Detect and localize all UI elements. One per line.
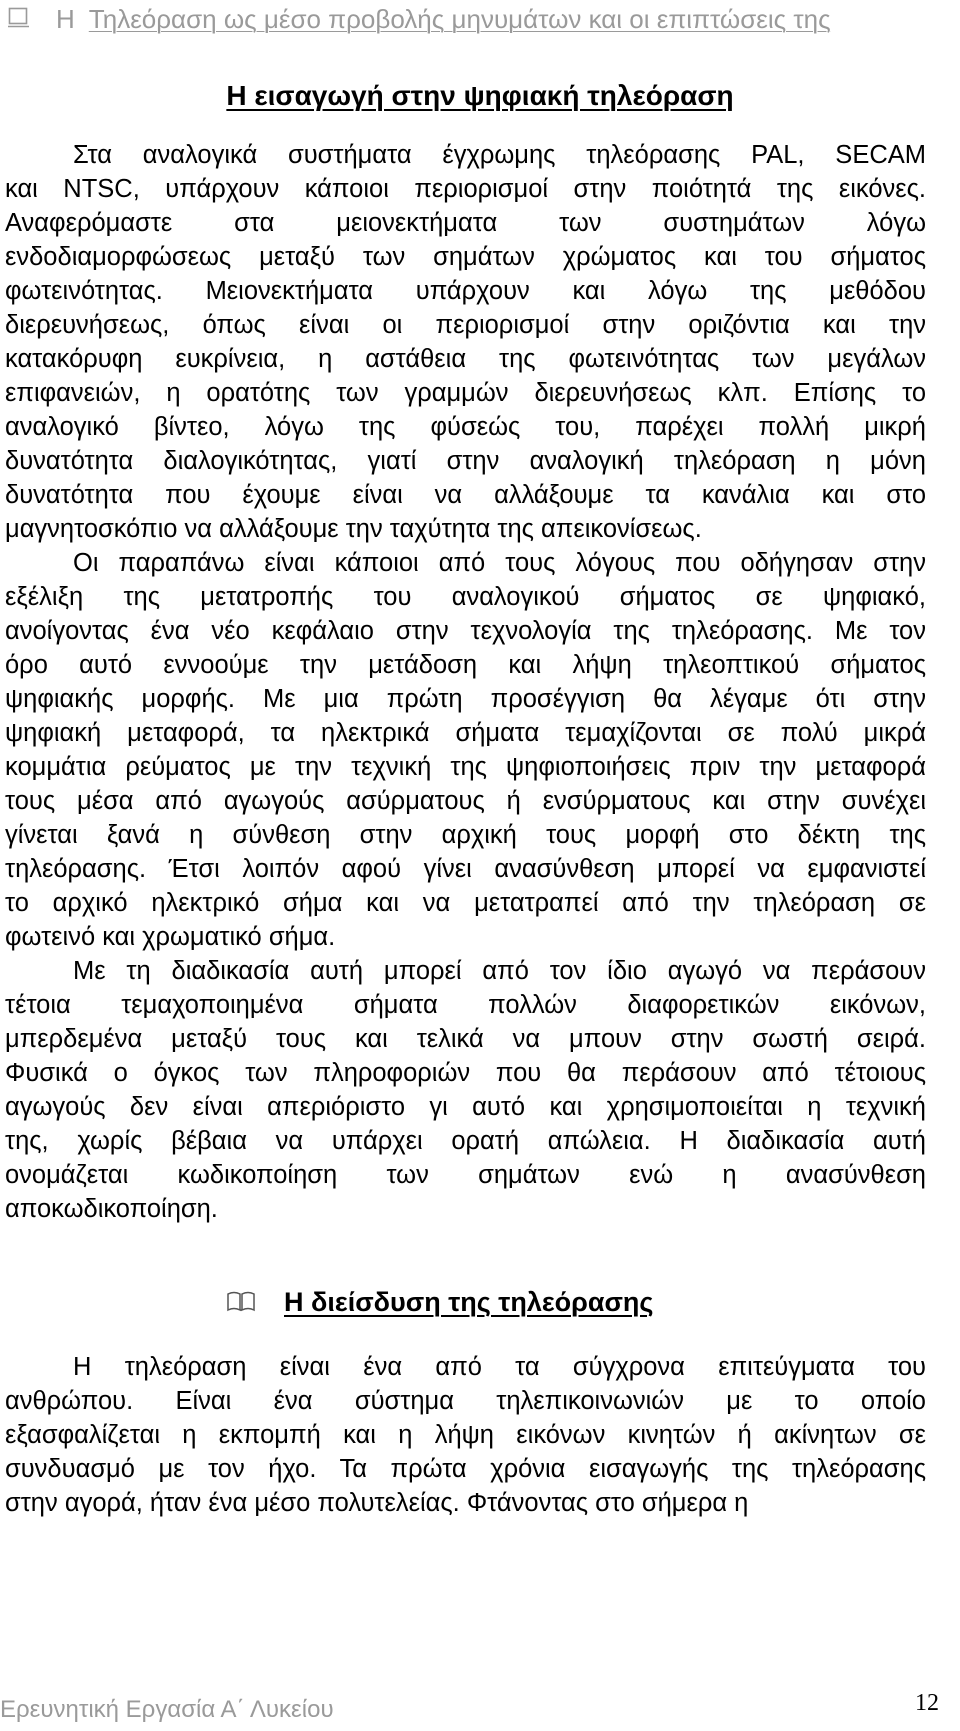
- paragraph-line: εξασφαλίζεται η εκπομπή και η λήψη εικόνων κινητών ή ακίνητων σε: [5, 1421, 926, 1449]
- paragraph-line: δυνατότητα διαλογικότητας, γιατί στην αναλογική τηλεόραση η μόνη: [5, 447, 926, 475]
- paragraph-line: ψηφιακή μεταφορά, τα ηλεκτρικά σήματα τεμαχίζονται σε πολύ μικρά: [5, 719, 926, 747]
- checkbox-icon: [8, 6, 30, 28]
- paragraph-line: τους μέσα από αγωγούς ασύρματους ή ενσύρματους και στην συνέχει: [5, 787, 926, 815]
- paragraph-encoding: [5, 954, 926, 1226]
- paragraph-line: Στα αναλογικά συστήματα έγχρωμης τηλεόρασης PAL, SECAM: [73, 141, 926, 169]
- paragraph-line: αναλογικό βίντεο, λόγω της φύσεώς του, παρέχει πολλή μικρή: [5, 413, 926, 441]
- paragraph-line: Οι παραπάνω είναι κάποιοι από τους λόγους που οδήγησαν στην: [73, 549, 926, 577]
- paragraph: [5, 954, 926, 1226]
- paragraph-line: κομμάτια ρεύματος με την τεχνική της ψηφιοποιήσεις πριν την μεταφορά: [5, 753, 926, 781]
- paragraph-line: το αρχικό ηλεκτρικό σήμα και να μετατραπεί από την τηλεόραση σε: [5, 889, 926, 917]
- paragraph-line: αποκωδικοποίηση.: [5, 1195, 218, 1223]
- header-title[interactable]: Τηλεόραση ως μέσο προβολής μηνυμάτων και οι επιπτώσεις της: [88, 4, 831, 34]
- paragraph-tv-penetration: [5, 1350, 926, 1520]
- paragraph-line: Με τη διαδικασία αυτή μπορεί από τον ίδιο αγωγό να περάσουν: [73, 957, 926, 985]
- paragraph-line: Φυσικά ο όγκος των πληροφοριών που θα περάσουν από τέτοιους: [5, 1059, 926, 1087]
- footer-text: Ερευνητική Εργασία Α΄ Λυκείου: [0, 1696, 334, 1723]
- paragraph-line: επιφανειών, η ορατότης των γραμμών διερευνήσεως κλπ. Επίσης το: [5, 379, 926, 407]
- paragraph-line: φωτεινότητας. Μειονεκτήματα υπάρχουν και λόγω της μεθόδου: [5, 277, 926, 305]
- paragraph: [5, 546, 926, 954]
- paragraph-line: Η τηλεόραση είναι ένα από τα σύγχρονα επιτεύγματα του: [73, 1353, 926, 1381]
- paragraph-line: και NTSC, υπάρχουν κάποιοι περιορισμοί στην ποιότητά της εικόνες.: [5, 175, 926, 203]
- paragraph: [5, 138, 926, 546]
- page-number: 12: [915, 1690, 939, 1716]
- paragraph-line: μαγνητοσκόπιο να αλλάξουμε την ταχύτητα της απεικονίσεως.: [5, 515, 702, 543]
- paragraph-line: αγωγούς δεν είναι απεριόριστο γι αυτό και χρησιμοποιείται η τεχνική: [5, 1093, 926, 1121]
- paragraph-line: εξέλιξη της μετατροπής του αναλογικού σήματος σε ψηφιακό,: [5, 583, 926, 611]
- paragraph-line: κατακόρυφη ευκρίνεια, η αστάθεια της φωτεινότητας των μεγάλων: [5, 345, 926, 373]
- paragraph: [5, 1350, 926, 1520]
- paragraph-line: συνδυασμό με τον ήχο. Τα πρώτα χρόνια εισαγωγής της τηλεόρασης: [5, 1455, 926, 1483]
- paragraph-line: της, χωρίς βέβαια να υπάρχει ορατή απώλεια. Η διαδικασία αυτή: [5, 1127, 926, 1155]
- paragraph-line: ανθρώπου. Είναι ένα σύστημα τηλεπικοινωνιών με το οποίο: [5, 1387, 926, 1415]
- paragraph-line: ανοίγοντας ένα νέο κεφάλαιο στην τεχνολογία της τηλεόρασης. Με τον: [5, 617, 926, 645]
- paragraph-line: γίνεται ξανά η σύνθεση στην αρχική τους μορφή στο δέκτη της: [5, 821, 926, 849]
- paragraph-line: όρο αυτό εννοούμε την μετάδοση και λήψη τηλεοπτικού σήματος: [5, 651, 926, 679]
- section-heading-tv-penetration: Η διείσδυση της τηλεόρασης: [284, 1287, 654, 1317]
- header-title-line: [56, 2, 831, 36]
- paragraph-line: ονομάζεται κωδικοποίηση των σημάτων ενώ η ανασύνθεση: [5, 1161, 926, 1189]
- paragraph-line: διερευνήσεως, όπως είναι οι περιορισμοί στην οριζόντια και την: [5, 311, 926, 339]
- paragraph-line: φωτεινό και χρωματικό σήμα.: [5, 923, 336, 951]
- paragraph-line: στην αγορά, ήταν ένα μέσο πολυτελείας. Φτάνοντας στο σήμερα η: [5, 1489, 749, 1517]
- paragraph-line: τηλεόρασης. Έτσι λοιπόν αφού γίνει ανασύνθεση μπορεί να εμφανιστεί: [5, 855, 926, 883]
- paragraph-line: δυνατότητα που έχουμε είναι να αλλάξουμε τα κανάλια και στο: [5, 481, 926, 509]
- paragraph-line: ψηφιακής μορφής. Με μια πρώτη προσέγγιση θα λέγαμε ότι στην: [5, 685, 926, 713]
- section-heading-digital-tv: Η εισαγωγή στην ψηφιακή τηλεόραση: [226, 80, 734, 111]
- paragraph-line: τέτοια τεμαχοποιημένα σήματα πολλών διαφορετικών εικόνων,: [5, 991, 926, 1019]
- paragraph-line: μπερδεμένα μεταξύ τους και τελικά να μπουν στην σωστή σειρά.: [5, 1025, 926, 1053]
- paragraph-line: ενδοδιαμορφώσεως μεταξύ των σημάτων χρώματος και του σήματος: [5, 243, 926, 271]
- paragraph-analog-limitations: [5, 138, 926, 546]
- book-icon: [226, 1290, 256, 1314]
- page-header: [0, 0, 960, 40]
- header-letter: Η: [56, 4, 75, 34]
- paragraph-digital-conversion: [5, 546, 926, 954]
- paragraph-line: Αναφερόμαστε στα μειονεκτήματα των συστημάτων λόγω: [5, 209, 926, 237]
